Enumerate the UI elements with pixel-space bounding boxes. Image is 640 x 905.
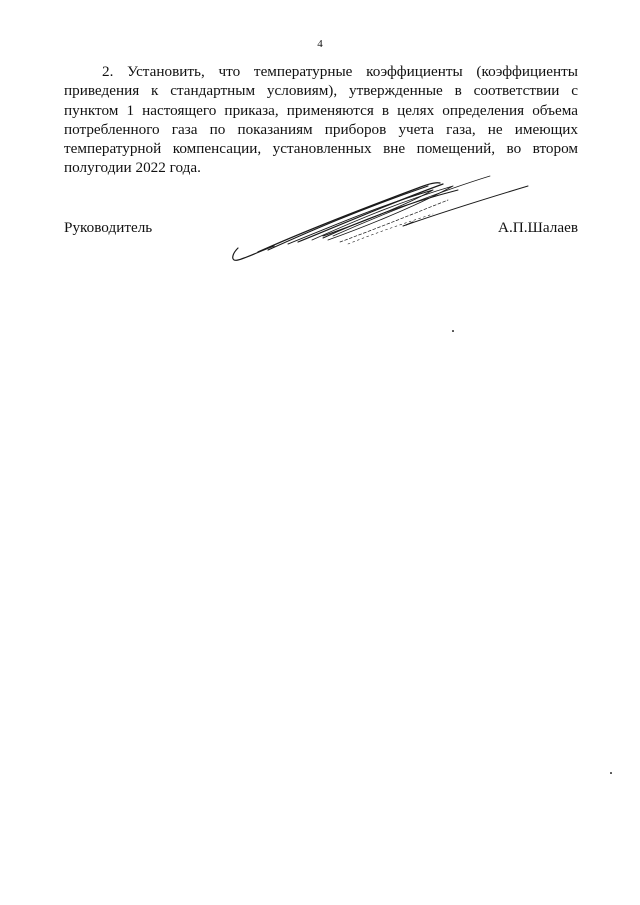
- signer-name: А.П.Шалаев: [498, 219, 578, 236]
- page-number: 4: [317, 38, 323, 50]
- handwritten-signature: [228, 170, 548, 270]
- position-title: Руководитель: [64, 219, 153, 236]
- scan-speck: [610, 772, 612, 774]
- scan-speck: [452, 330, 454, 332]
- body-paragraph: 2. Установить, что температурные коэффициенты (коэффициенты приведения к стандартным условиям), утвержденные в соответствии с пунктом 1 настоящего приказа, применяются в целях определения объема потребленного газа по показаниям приборов учета газа, не имеющих температурной компенсации, установленных вне помещений, во втором полугодии 2022 года.: [64, 63, 578, 177]
